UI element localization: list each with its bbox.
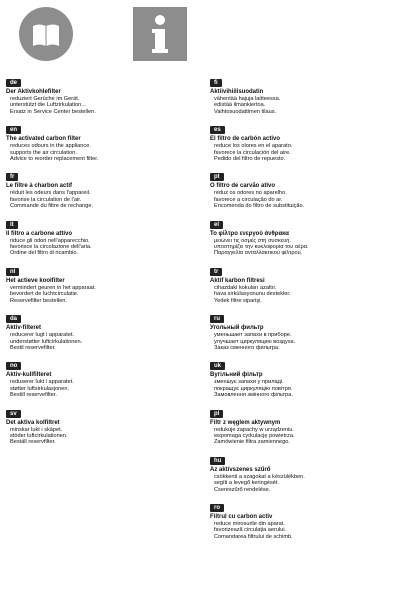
language-code-badge: nl bbox=[6, 268, 19, 276]
section-line: unterstützt die Luftzirkulation... bbox=[10, 102, 86, 109]
section-title: Il filtro a carbone attivo bbox=[6, 230, 73, 237]
language-section bbox=[6, 260, 202, 304]
section-line: Comandarea filtrului de schimb. bbox=[214, 533, 293, 540]
section-line: Bestil reservefilter. bbox=[10, 344, 56, 351]
section-title: Filtr z węglem aktywnym bbox=[210, 419, 281, 426]
section-line: hava sirkülasyonunu destekler. bbox=[214, 291, 291, 298]
section-line: favorece a circulação do ar. bbox=[214, 196, 283, 203]
language-section bbox=[6, 402, 202, 446]
section-title: Aktiivihiilisuodatin bbox=[210, 89, 264, 95]
section-title: Filtrul cu carbon activ bbox=[210, 513, 273, 520]
section-line: csökkenti a szagokat a készülékben. bbox=[214, 473, 305, 480]
language-section bbox=[210, 354, 414, 398]
section-line: minskar lukt i skåpet. bbox=[10, 426, 63, 433]
section-title: Вугільний фільтр bbox=[210, 372, 263, 379]
section-line: Bestill reservefilter. bbox=[10, 392, 57, 399]
language-code-badge: pt bbox=[210, 173, 224, 181]
section-title: Aktiv-filteret bbox=[6, 325, 42, 332]
section-line: Заказ сменного фильтра. bbox=[214, 344, 280, 351]
section-line: favorisce la circolazione dell'aria. bbox=[10, 244, 92, 251]
language-code-badge: de bbox=[6, 79, 21, 87]
manual-icon bbox=[18, 6, 74, 62]
section-line: riduce gli odori nell'apparecchio. bbox=[10, 237, 90, 244]
section-line: Beställ reservfilter. bbox=[10, 439, 56, 446]
section-line: bevordert de luchtcirculatie. bbox=[10, 291, 79, 298]
language-section bbox=[6, 213, 202, 257]
left-column bbox=[6, 6, 202, 446]
section-line: favorizează circulația aerului. bbox=[214, 527, 287, 534]
language-section bbox=[210, 213, 414, 257]
section-line: reduce mirosurile din aparat. bbox=[214, 520, 285, 527]
section-title: Угольный фильтр bbox=[210, 325, 264, 332]
section-line: reduce los olores en el aparato. bbox=[214, 143, 293, 150]
section-line: vähentää hajuja laitteessa. bbox=[214, 96, 281, 102]
section-title: Το φίλτρο ενεργού άνθρακα bbox=[210, 230, 289, 237]
section-title: O filtro de carvão ativo bbox=[210, 183, 276, 190]
language-section bbox=[210, 260, 414, 304]
section-line: favorise la circulation de l'air. bbox=[10, 196, 82, 203]
section-line: edistää ilmankiertoa. bbox=[214, 102, 266, 109]
language-section bbox=[6, 165, 202, 209]
language-code-badge: uk bbox=[210, 362, 225, 370]
language-section bbox=[210, 449, 414, 493]
section-line: Замовлення змінного фільтра. bbox=[214, 392, 293, 399]
section-line: υποστηρίζει την κυκλοφορία του αέρα. bbox=[214, 244, 309, 251]
section-title: Aktiv-kullfilteret bbox=[6, 372, 52, 379]
language-code-badge: no bbox=[6, 362, 21, 370]
language-code-badge: tr bbox=[210, 268, 222, 276]
section-line: улучшает циркуляцию воздуха. bbox=[214, 338, 296, 345]
language-section bbox=[210, 118, 414, 162]
section-title: The activated carbon filter bbox=[6, 136, 81, 143]
info-icon bbox=[132, 6, 188, 62]
section-line: Reservefilter bestellen. bbox=[10, 297, 67, 304]
section-line: покращує циркуляцію повітря. bbox=[214, 385, 293, 392]
section-title: Az aktívszenes szűrő bbox=[210, 466, 271, 473]
icon-row-right bbox=[210, 6, 414, 68]
section-line: segíti a levegő keringését. bbox=[214, 480, 279, 487]
language-section bbox=[6, 354, 202, 398]
language-code-badge: fi bbox=[210, 79, 222, 87]
section-line: støtter luftsirkulasjonen. bbox=[10, 385, 70, 392]
language-section bbox=[6, 307, 202, 351]
section-line: reduz os odores no aparelho. bbox=[214, 190, 287, 197]
section-line: μειώνει τις οσμές στη συσκευή. bbox=[214, 237, 291, 244]
section-line: зменшує запахи у приладі. bbox=[214, 379, 284, 386]
section-line: Zamówienie filtra zamiennego. bbox=[214, 439, 290, 446]
language-code-badge: pl bbox=[210, 410, 223, 418]
section-line: Yedek filtre siparişi. bbox=[214, 297, 262, 304]
language-section bbox=[210, 496, 414, 540]
section-line: Pedido del filtro de repuesto. bbox=[214, 156, 286, 163]
language-section bbox=[210, 71, 414, 115]
section-line: уменьшает запахи в приборе. bbox=[214, 332, 292, 339]
section-line: favorece la circulación del aire. bbox=[214, 149, 291, 156]
section-line: supports the air circulation. bbox=[10, 149, 77, 156]
section-line: wspomaga cyrkulację powietrza. bbox=[214, 432, 295, 439]
language-section bbox=[6, 71, 202, 115]
section-title: Der Aktivkohlefilter bbox=[6, 89, 61, 95]
section-line: redukuje zapachy w urządzeniu. bbox=[214, 426, 294, 433]
section-line: reducerer lugt i apparatet. bbox=[10, 332, 75, 339]
language-code-badge: es bbox=[210, 126, 225, 134]
section-title: Le filtre à charbon actif bbox=[6, 183, 73, 190]
section-line: cihazdaki kokuları azaltır. bbox=[214, 284, 277, 291]
section-line: Encomenda do filtro de substituição. bbox=[214, 203, 305, 210]
language-section bbox=[210, 402, 414, 446]
section-line: vermindert geuren in het apparaat. bbox=[10, 284, 96, 291]
section-title: Het actieve koolfilter bbox=[6, 277, 65, 284]
language-code-badge: sv bbox=[6, 410, 21, 418]
section-line: Vaihtosuodattimen tilaus. bbox=[214, 108, 277, 115]
section-line: Csereszűrő rendelése. bbox=[214, 486, 271, 493]
section-line: Advice to reorder replacement filter. bbox=[10, 156, 99, 163]
section-line: Ordine del filtro di ricambio. bbox=[10, 250, 79, 257]
section-title: Aktif karbon filtresi bbox=[210, 277, 265, 284]
language-code-badge: hu bbox=[210, 457, 225, 465]
section-title: Det aktiva kolfiltret bbox=[6, 419, 60, 426]
section-line: Commande du filtre de rechange. bbox=[10, 203, 94, 210]
section-line: reduces odours in the appliance. bbox=[10, 143, 91, 150]
right-column bbox=[210, 6, 414, 540]
section-line: Ersatz in Service Center bestellen. bbox=[10, 108, 96, 115]
section-line: understøtter luftcirkulationen. bbox=[10, 338, 83, 345]
language-section bbox=[6, 118, 202, 162]
language-code-badge: ro bbox=[210, 504, 224, 512]
section-title: El filtro de carbón activo bbox=[210, 136, 281, 143]
language-section bbox=[210, 165, 414, 209]
section-line: reduserer lukt i apparatet. bbox=[10, 379, 74, 386]
language-code-badge: en bbox=[6, 126, 21, 134]
language-code-badge: ru bbox=[210, 315, 224, 323]
section-line: stöder luftcirkulationen. bbox=[10, 432, 68, 439]
language-code-badge: el bbox=[210, 221, 223, 229]
section-line: reduziert Gerüche im Gerät. bbox=[10, 96, 80, 102]
language-code-badge: fr bbox=[6, 173, 18, 181]
section-line: réduit les odeurs dans l'appareil. bbox=[10, 190, 91, 197]
language-section bbox=[210, 307, 414, 351]
language-code-badge: da bbox=[6, 315, 21, 323]
language-code-badge: it bbox=[6, 221, 18, 229]
section-line: Παραγγελία ανταλλακτικού φίλτρου. bbox=[214, 250, 303, 257]
